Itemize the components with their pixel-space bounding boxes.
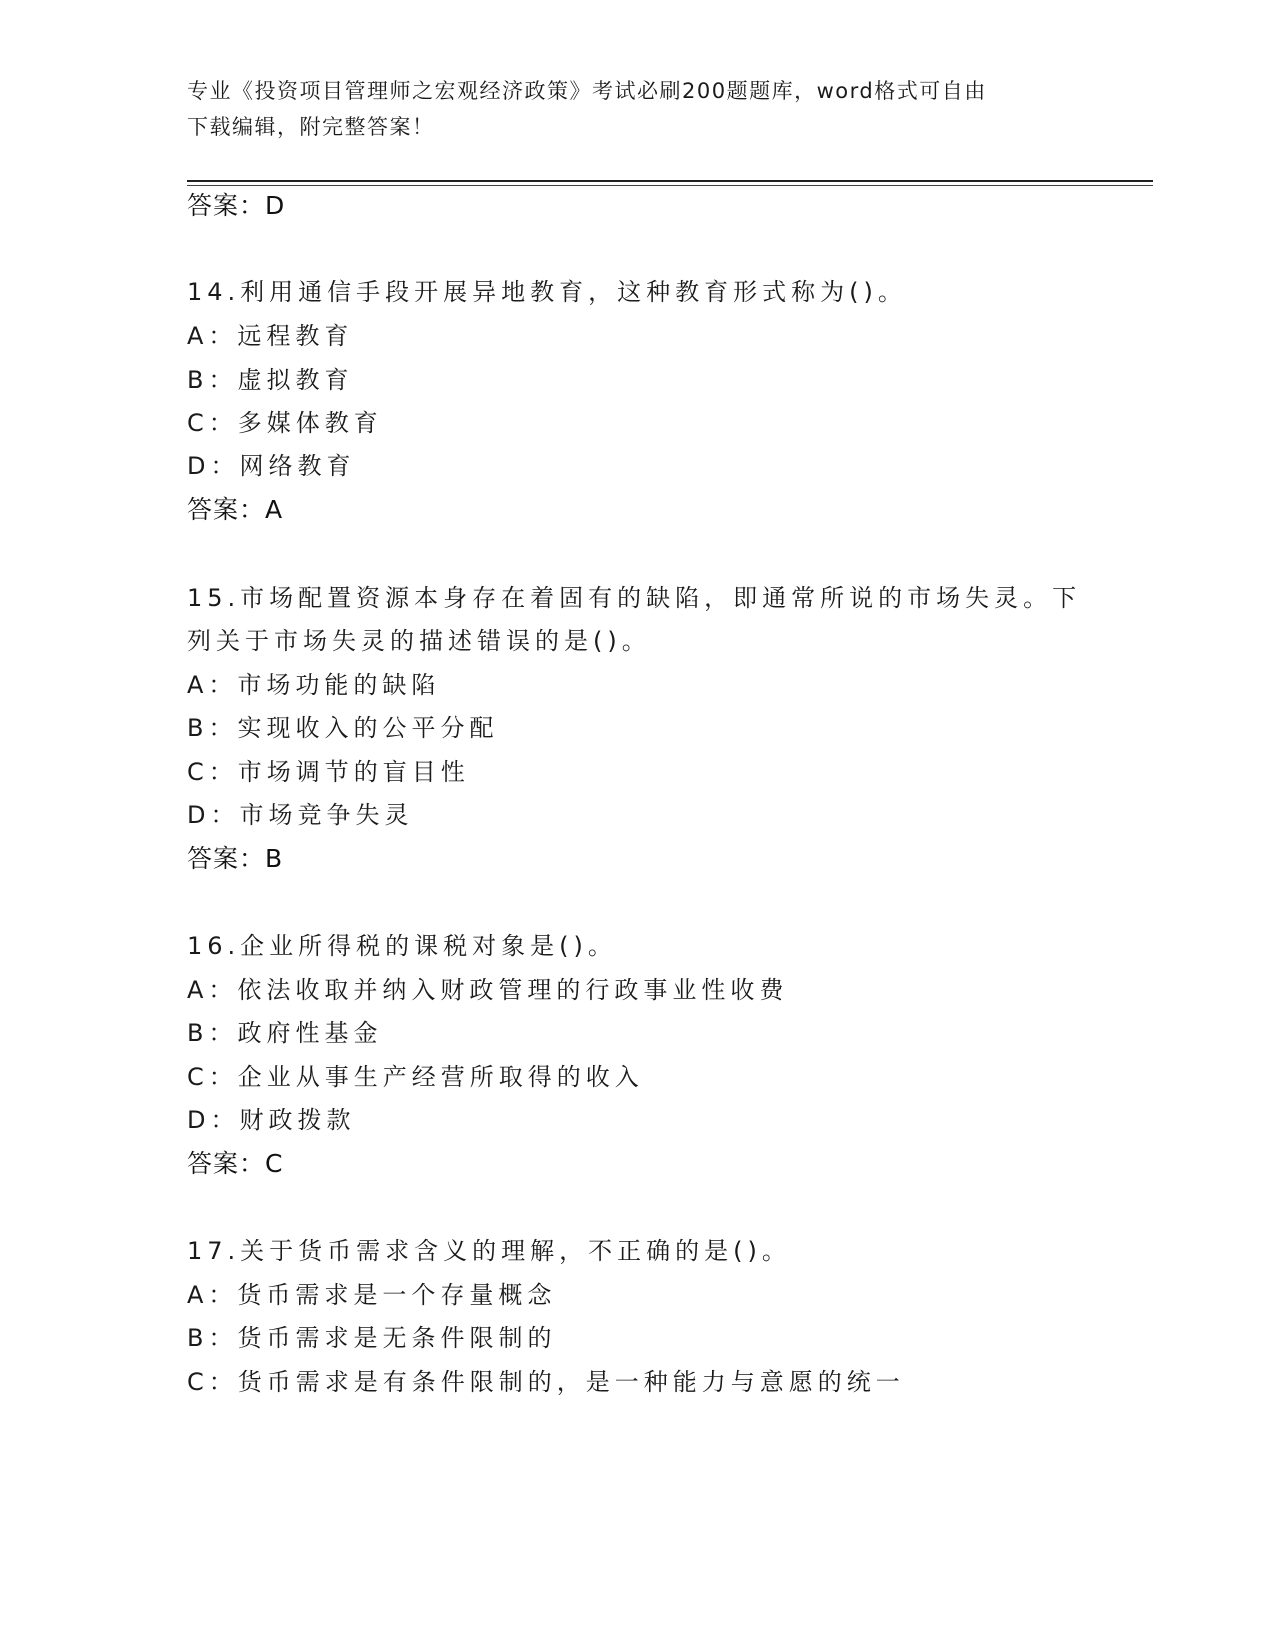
question-text: 关于货币需求含义的理解，不正确的是()。 <box>240 1237 791 1265</box>
question-14-option-c: C：多媒体教育 <box>187 409 383 437</box>
answer-label: 答案： <box>187 1149 266 1178</box>
question-17-stem <box>187 1231 791 1266</box>
question-15-option-d: D：市场竞争失灵 <box>187 801 414 829</box>
answer-label: 答案： <box>187 191 266 220</box>
answer-line-15 <box>187 839 283 875</box>
answer-label: 答案： <box>187 844 266 873</box>
question-14-stem <box>187 272 907 307</box>
answer-value: C <box>265 1149 284 1178</box>
question-16-option-a: A：依法收取并纳入财政管理的行政事业性收费 <box>187 976 789 1004</box>
question-15-option-c: C：市场调节的盲目性 <box>187 758 470 786</box>
question-15-option-b: B：实现收入的公平分配 <box>187 714 499 742</box>
question-16-option-d: D：财政拨款 <box>187 1106 356 1134</box>
question-15-stem-line-2: 列关于市场失灵的描述错误的是()。 <box>187 627 651 655</box>
answer-value: A <box>265 495 284 524</box>
question-number: 15. <box>187 584 241 612</box>
answer-label: 答案： <box>187 495 266 524</box>
question-17-option-b: B：货币需求是无条件限制的 <box>187 1324 557 1352</box>
question-14-option-a: A：远程教育 <box>187 322 354 350</box>
question-16-option-c: C：企业从事生产经营所取得的收入 <box>187 1063 644 1091</box>
question-17-option-c: C：货币需求是有条件限制的，是一种能力与意愿的统一 <box>187 1368 905 1396</box>
question-14-option-b: B：虚拟教育 <box>187 366 354 394</box>
header-title-line-1: 专业《投资项目管理师之宏观经济政策》考试必刷200题题库，word格式可自由 <box>187 79 987 103</box>
answer-line-13 <box>187 186 285 222</box>
question-15-option-a: A：市场功能的缺陷 <box>187 671 441 699</box>
question-14-option-d: D：网络教育 <box>187 452 356 480</box>
document-header <box>187 73 1087 145</box>
question-text: 市场配置资源本身存在着固有的缺陷，即通常所说的市场失灵。下 <box>240 584 1082 612</box>
question-16-option-b: B：政府性基金 <box>187 1019 383 1047</box>
answer-line-14 <box>187 490 283 526</box>
question-15-stem-line-1 <box>187 578 1081 613</box>
question-text: 企业所得税的课税对象是()。 <box>240 932 617 960</box>
question-number: 17. <box>187 1237 241 1265</box>
question-number: 14. <box>187 278 241 306</box>
header-title-line-2: 下载编辑，附完整答案！ <box>187 115 435 139</box>
answer-value: B <box>265 844 284 873</box>
question-text: 利用通信手段开展异地教育，这种教育形式称为()。 <box>240 278 907 306</box>
question-17-option-a: A：货币需求是一个存量概念 <box>187 1281 557 1309</box>
answer-line-16 <box>187 1144 283 1180</box>
question-number: 16. <box>187 932 241 960</box>
question-16-stem <box>187 926 617 961</box>
header-rule-thin <box>187 185 1153 186</box>
answer-value: D <box>265 191 286 220</box>
header-rule-thick <box>187 180 1153 182</box>
